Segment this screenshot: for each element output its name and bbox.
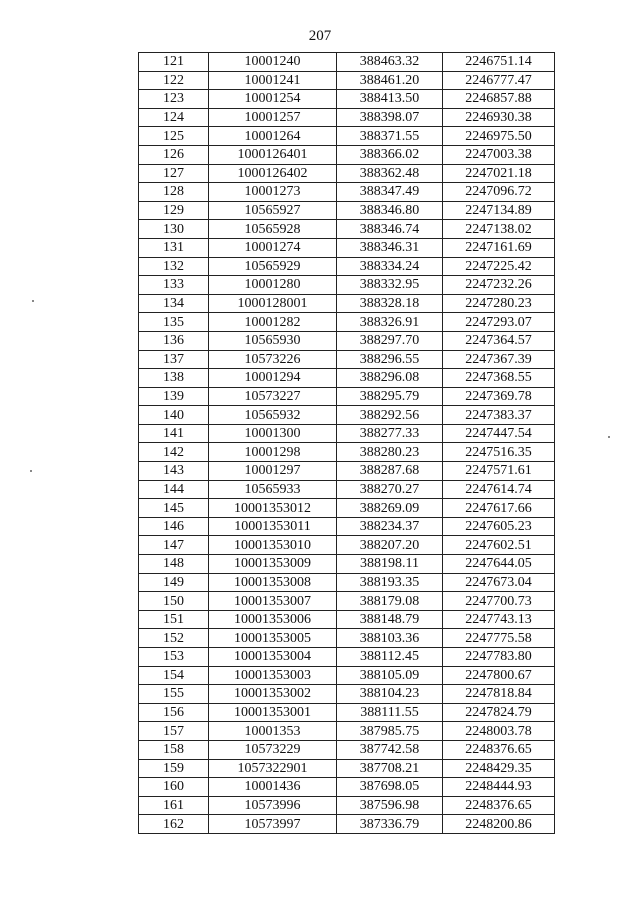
y-coordinate-cell: 2247232.26 [443,276,555,295]
y-coordinate-cell: 2248200.86 [443,815,555,834]
page-number: 207 [308,28,332,44]
point-id-cell: 10001353009 [209,555,337,574]
x-coordinate-cell: 388461.20 [337,71,443,90]
y-coordinate-cell: 2247367.39 [443,350,555,369]
x-coordinate-cell: 387985.75 [337,722,443,741]
table-row [139,666,555,685]
row-number-cell: 146 [139,517,209,536]
point-id-cell: 10001353008 [209,573,337,592]
x-coordinate-cell: 387742.58 [337,740,443,759]
point-id-cell: 10001353012 [209,499,337,518]
table-row [139,387,555,406]
row-number-cell: 143 [139,462,209,481]
point-id-cell: 10573226 [209,350,337,369]
x-coordinate-cell: 388347.49 [337,183,443,202]
row-number-cell: 153 [139,648,209,667]
row-number-cell: 152 [139,629,209,648]
x-coordinate-cell: 388463.32 [337,53,443,72]
table-body [139,53,555,834]
row-number-cell: 149 [139,573,209,592]
y-coordinate-cell: 2246975.50 [443,127,555,146]
x-coordinate-cell: 388104.23 [337,685,443,704]
point-id-cell: 10001294 [209,369,337,388]
row-number-cell: 135 [139,313,209,332]
row-number-cell: 136 [139,331,209,350]
row-number-cell: 133 [139,276,209,295]
scan-speck [30,470,32,472]
x-coordinate-cell: 388362.48 [337,164,443,183]
x-coordinate-cell: 388270.27 [337,480,443,499]
table-row [139,183,555,202]
row-number-cell: 125 [139,127,209,146]
point-id-cell: 10001282 [209,313,337,332]
point-id-cell: 10001353 [209,722,337,741]
row-number-cell: 156 [139,703,209,722]
point-id-cell: 10001240 [209,53,337,72]
table-row [139,480,555,499]
row-number-cell: 124 [139,108,209,127]
x-coordinate-cell: 388148.79 [337,610,443,629]
point-id-cell: 10001353006 [209,610,337,629]
table-row [139,648,555,667]
row-number-cell: 144 [139,480,209,499]
scan-speck [32,300,34,302]
scan-speck [608,436,610,438]
x-coordinate-cell: 388346.74 [337,220,443,239]
x-coordinate-cell: 388179.08 [337,592,443,611]
x-coordinate-cell: 388328.18 [337,294,443,313]
row-number-cell: 122 [139,71,209,90]
y-coordinate-cell: 2247369.78 [443,387,555,406]
row-number-cell: 142 [139,443,209,462]
x-coordinate-cell: 388198.11 [337,555,443,574]
table-row [139,443,555,462]
table-row [139,313,555,332]
table-row [139,815,555,834]
point-id-cell: 10565932 [209,406,337,425]
y-coordinate-cell: 2246751.14 [443,53,555,72]
table-row [139,740,555,759]
x-coordinate-cell: 388334.24 [337,257,443,276]
row-number-cell: 145 [139,499,209,518]
table-row [139,592,555,611]
x-coordinate-cell: 388366.02 [337,145,443,164]
y-coordinate-cell: 2247824.79 [443,703,555,722]
x-coordinate-cell: 388371.55 [337,127,443,146]
table-row [139,796,555,815]
y-coordinate-cell: 2247138.02 [443,220,555,239]
point-id-cell: 10001353001 [209,703,337,722]
y-coordinate-cell: 2247783.80 [443,648,555,667]
point-id-cell: 10001274 [209,238,337,257]
point-id-cell: 10573227 [209,387,337,406]
y-coordinate-cell: 2247003.38 [443,145,555,164]
table-row [139,573,555,592]
row-number-cell: 131 [139,238,209,257]
point-id-cell: 10001254 [209,90,337,109]
row-number-cell: 147 [139,536,209,555]
point-id-cell: 10001353002 [209,685,337,704]
row-number-cell: 138 [139,369,209,388]
table-row [139,201,555,220]
y-coordinate-cell: 2247775.58 [443,629,555,648]
x-coordinate-cell: 388297.70 [337,331,443,350]
y-coordinate-cell: 2247021.18 [443,164,555,183]
point-id-cell: 10001300 [209,424,337,443]
table-row [139,294,555,313]
x-coordinate-cell: 388103.36 [337,629,443,648]
x-coordinate-cell: 388112.45 [337,648,443,667]
x-coordinate-cell: 387336.79 [337,815,443,834]
y-coordinate-cell: 2248376.65 [443,796,555,815]
y-coordinate-cell: 2247134.89 [443,201,555,220]
y-coordinate-cell: 2247096.72 [443,183,555,202]
point-id-cell: 10565933 [209,480,337,499]
y-coordinate-cell: 2247605.23 [443,517,555,536]
row-number-cell: 134 [139,294,209,313]
table-row [139,71,555,90]
y-coordinate-cell: 2247293.07 [443,313,555,332]
point-id-cell: 10001353003 [209,666,337,685]
table-row [139,759,555,778]
row-number-cell: 121 [139,53,209,72]
table-row [139,350,555,369]
point-id-cell: 1000126402 [209,164,337,183]
row-number-cell: 127 [139,164,209,183]
point-id-cell: 10565929 [209,257,337,276]
point-id-cell: 10565928 [209,220,337,239]
y-coordinate-cell: 2247800.67 [443,666,555,685]
x-coordinate-cell: 388398.07 [337,108,443,127]
row-number-cell: 128 [139,183,209,202]
point-id-cell: 10001298 [209,443,337,462]
y-coordinate-cell: 2247644.05 [443,555,555,574]
table-row [139,722,555,741]
table-row [139,462,555,481]
point-id-cell: 10001280 [209,276,337,295]
row-number-cell: 150 [139,592,209,611]
row-number-cell: 155 [139,685,209,704]
y-coordinate-cell: 2247280.23 [443,294,555,313]
y-coordinate-cell: 2247700.73 [443,592,555,611]
point-id-cell: 10001297 [209,462,337,481]
y-coordinate-cell: 2248429.35 [443,759,555,778]
y-coordinate-cell: 2247602.51 [443,536,555,555]
point-id-cell: 10001241 [209,71,337,90]
table-row [139,517,555,536]
y-coordinate-cell: 2246857.88 [443,90,555,109]
table-row [139,127,555,146]
x-coordinate-cell: 388277.33 [337,424,443,443]
x-coordinate-cell: 388295.79 [337,387,443,406]
x-coordinate-cell: 388105.09 [337,666,443,685]
table-row [139,331,555,350]
row-number-cell: 141 [139,424,209,443]
point-id-cell: 10001273 [209,183,337,202]
table-row [139,164,555,183]
row-number-cell: 157 [139,722,209,741]
row-number-cell: 159 [139,759,209,778]
table-row [139,424,555,443]
x-coordinate-cell: 388111.55 [337,703,443,722]
y-coordinate-cell: 2247617.66 [443,499,555,518]
row-number-cell: 160 [139,778,209,797]
row-number-cell: 126 [139,145,209,164]
x-coordinate-cell: 387596.98 [337,796,443,815]
x-coordinate-cell: 388296.08 [337,369,443,388]
x-coordinate-cell: 388287.68 [337,462,443,481]
table-row [139,406,555,425]
x-coordinate-cell: 388346.80 [337,201,443,220]
y-coordinate-cell: 2247368.55 [443,369,555,388]
point-id-cell: 10001353007 [209,592,337,611]
row-number-cell: 148 [139,555,209,574]
table-row [139,276,555,295]
point-id-cell: 10565927 [209,201,337,220]
y-coordinate-cell: 2247818.84 [443,685,555,704]
row-number-cell: 129 [139,201,209,220]
x-coordinate-cell: 388292.56 [337,406,443,425]
y-coordinate-cell: 2247364.57 [443,331,555,350]
x-coordinate-cell: 388346.31 [337,238,443,257]
x-coordinate-cell: 388207.20 [337,536,443,555]
point-id-cell: 10001257 [209,108,337,127]
point-id-cell: 1000128001 [209,294,337,313]
x-coordinate-cell: 388296.55 [337,350,443,369]
y-coordinate-cell: 2248444.93 [443,778,555,797]
x-coordinate-cell: 388193.35 [337,573,443,592]
y-coordinate-cell: 2247516.35 [443,443,555,462]
table-row [139,555,555,574]
x-coordinate-cell: 388280.23 [337,443,443,462]
row-number-cell: 158 [139,740,209,759]
row-number-cell: 161 [139,796,209,815]
y-coordinate-cell: 2248003.78 [443,722,555,741]
y-coordinate-cell: 2247673.04 [443,573,555,592]
table-row [139,90,555,109]
row-number-cell: 154 [139,666,209,685]
table-row [139,257,555,276]
x-coordinate-cell: 388332.95 [337,276,443,295]
table-row [139,685,555,704]
point-id-cell: 10573996 [209,796,337,815]
y-coordinate-cell: 2247743.13 [443,610,555,629]
y-coordinate-cell: 2247161.69 [443,238,555,257]
table-row [139,629,555,648]
row-number-cell: 123 [139,90,209,109]
row-number-cell: 151 [139,610,209,629]
y-coordinate-cell: 2247225.42 [443,257,555,276]
row-number-cell: 139 [139,387,209,406]
row-number-cell: 137 [139,350,209,369]
y-coordinate-cell: 2247383.37 [443,406,555,425]
x-coordinate-cell: 387708.21 [337,759,443,778]
point-id-cell: 10001353005 [209,629,337,648]
x-coordinate-cell: 388326.91 [337,313,443,332]
point-id-cell: 10001264 [209,127,337,146]
table-row [139,145,555,164]
table-row [139,238,555,257]
y-coordinate-cell: 2247571.61 [443,462,555,481]
table-row [139,610,555,629]
row-number-cell: 162 [139,815,209,834]
x-coordinate-cell: 388413.50 [337,90,443,109]
y-coordinate-cell: 2246777.47 [443,71,555,90]
point-id-cell: 10001436 [209,778,337,797]
point-id-cell: 1000126401 [209,145,337,164]
point-id-cell: 10573229 [209,740,337,759]
table-row [139,108,555,127]
table-row [139,369,555,388]
point-id-cell: 10001353010 [209,536,337,555]
point-id-cell: 1057322901 [209,759,337,778]
point-id-cell: 10001353011 [209,517,337,536]
y-coordinate-cell: 2246930.38 [443,108,555,127]
y-coordinate-cell: 2248376.65 [443,740,555,759]
y-coordinate-cell: 2247614.74 [443,480,555,499]
point-id-cell: 10001353004 [209,648,337,667]
coordinates-table [138,52,555,834]
table-row [139,778,555,797]
row-number-cell: 140 [139,406,209,425]
table-row [139,220,555,239]
x-coordinate-cell: 388234.37 [337,517,443,536]
table-row [139,499,555,518]
x-coordinate-cell: 387698.05 [337,778,443,797]
point-id-cell: 10573997 [209,815,337,834]
point-id-cell: 10565930 [209,331,337,350]
table-row [139,703,555,722]
y-coordinate-cell: 2247447.54 [443,424,555,443]
x-coordinate-cell: 388269.09 [337,499,443,518]
table-row [139,53,555,72]
table-row [139,536,555,555]
row-number-cell: 132 [139,257,209,276]
row-number-cell: 130 [139,220,209,239]
